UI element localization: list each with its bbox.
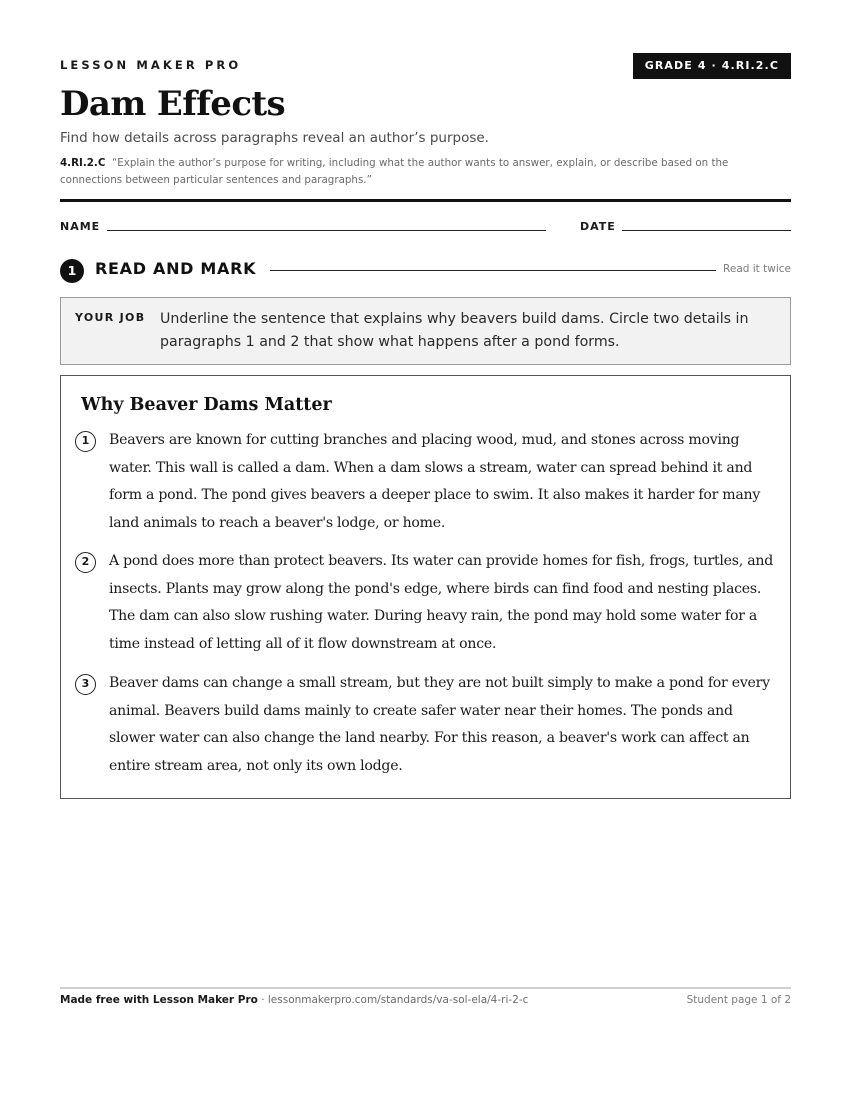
passage-paragraph[interactable]: Beaver dams can change a small stream, but they are not built simply to make a pond for every animal. Beavers build dams mainly to create safer water near their homes. The ponds and slower water can also change the land nearby. For this reason, a beaver's work can affect an entire stream area, not only its own lodge. (109, 675, 770, 774)
page-subtitle: Find how details across paragraphs reveal an author’s purpose. (60, 130, 489, 146)
header-divider (60, 199, 791, 202)
passage-paragraph[interactable]: Beavers are known for cutting branches and placing wood, mud, and stones across moving water. This wall is called a dam. When a dam slows a stream, water can spread behind it and form a pond. The pond gives beavers a deeper place to swim. It also makes it harder for many land animals to reach a beaver's lodge, or home. (109, 432, 761, 531)
section-note: Read it twice (723, 263, 791, 275)
footer-url[interactable]: lessonmakerpro.com/standards/va-sol-ela/4-ri-2-c (267, 994, 529, 1006)
passage-paragraph[interactable]: A pond does more than protect beavers. Its water can provide homes for fish, frogs, turtles, and insects. Plants may grow along the pond's edge, where birds can find food and nesting places. The dam can also slow rushing water. During heavy rain, the pond may hold some water for a time instead of letting all of it flow downstream at once. (109, 553, 773, 652)
footer-credit (60, 994, 528, 1006)
instructions-text: Underline the sentence that explains why beavers build dams. Circle two details in paragraphs 1 and 2 that show what happens after a pond forms. (160, 311, 749, 350)
standard-description (60, 155, 791, 188)
date-label: DATE (580, 220, 616, 233)
name-label: NAME (60, 220, 101, 233)
standard-code: 4.RI.2.C (60, 157, 106, 169)
standard-text: “Explain the author’s purpose for writing, including what the author wants to answer, explain, or describe based on the connections between particular sentences and paragraphs.” (60, 157, 729, 186)
page-title: Dam Effects (60, 84, 286, 124)
instructions-label: YOUR JOB (75, 311, 146, 324)
worksheet-page (60, 0, 791, 1100)
brand-name: LESSON MAKER PRO (60, 58, 242, 72)
reading-passage (60, 375, 791, 799)
footer-separator: · (257, 994, 268, 1006)
instructions-box (60, 297, 791, 365)
date-field[interactable] (622, 230, 791, 231)
footer-made-with: Made free with Lesson Maker Pro (60, 994, 258, 1006)
page-indicator: Student page 1 of 2 (686, 994, 791, 1006)
section-title: READ AND MARK (95, 259, 257, 278)
name-field[interactable] (107, 230, 546, 231)
paragraph-number: 2 (75, 552, 96, 573)
passage-title: Why Beaver Dams Matter (81, 395, 332, 415)
section-number-badge: 1 (60, 259, 84, 283)
section-divider (270, 270, 716, 271)
paragraph-number: 3 (75, 674, 96, 695)
grade-badge: GRADE 4 · 4.RI.2.C (633, 53, 791, 79)
footer-divider (60, 987, 791, 989)
paragraph-number: 1 (75, 431, 96, 452)
